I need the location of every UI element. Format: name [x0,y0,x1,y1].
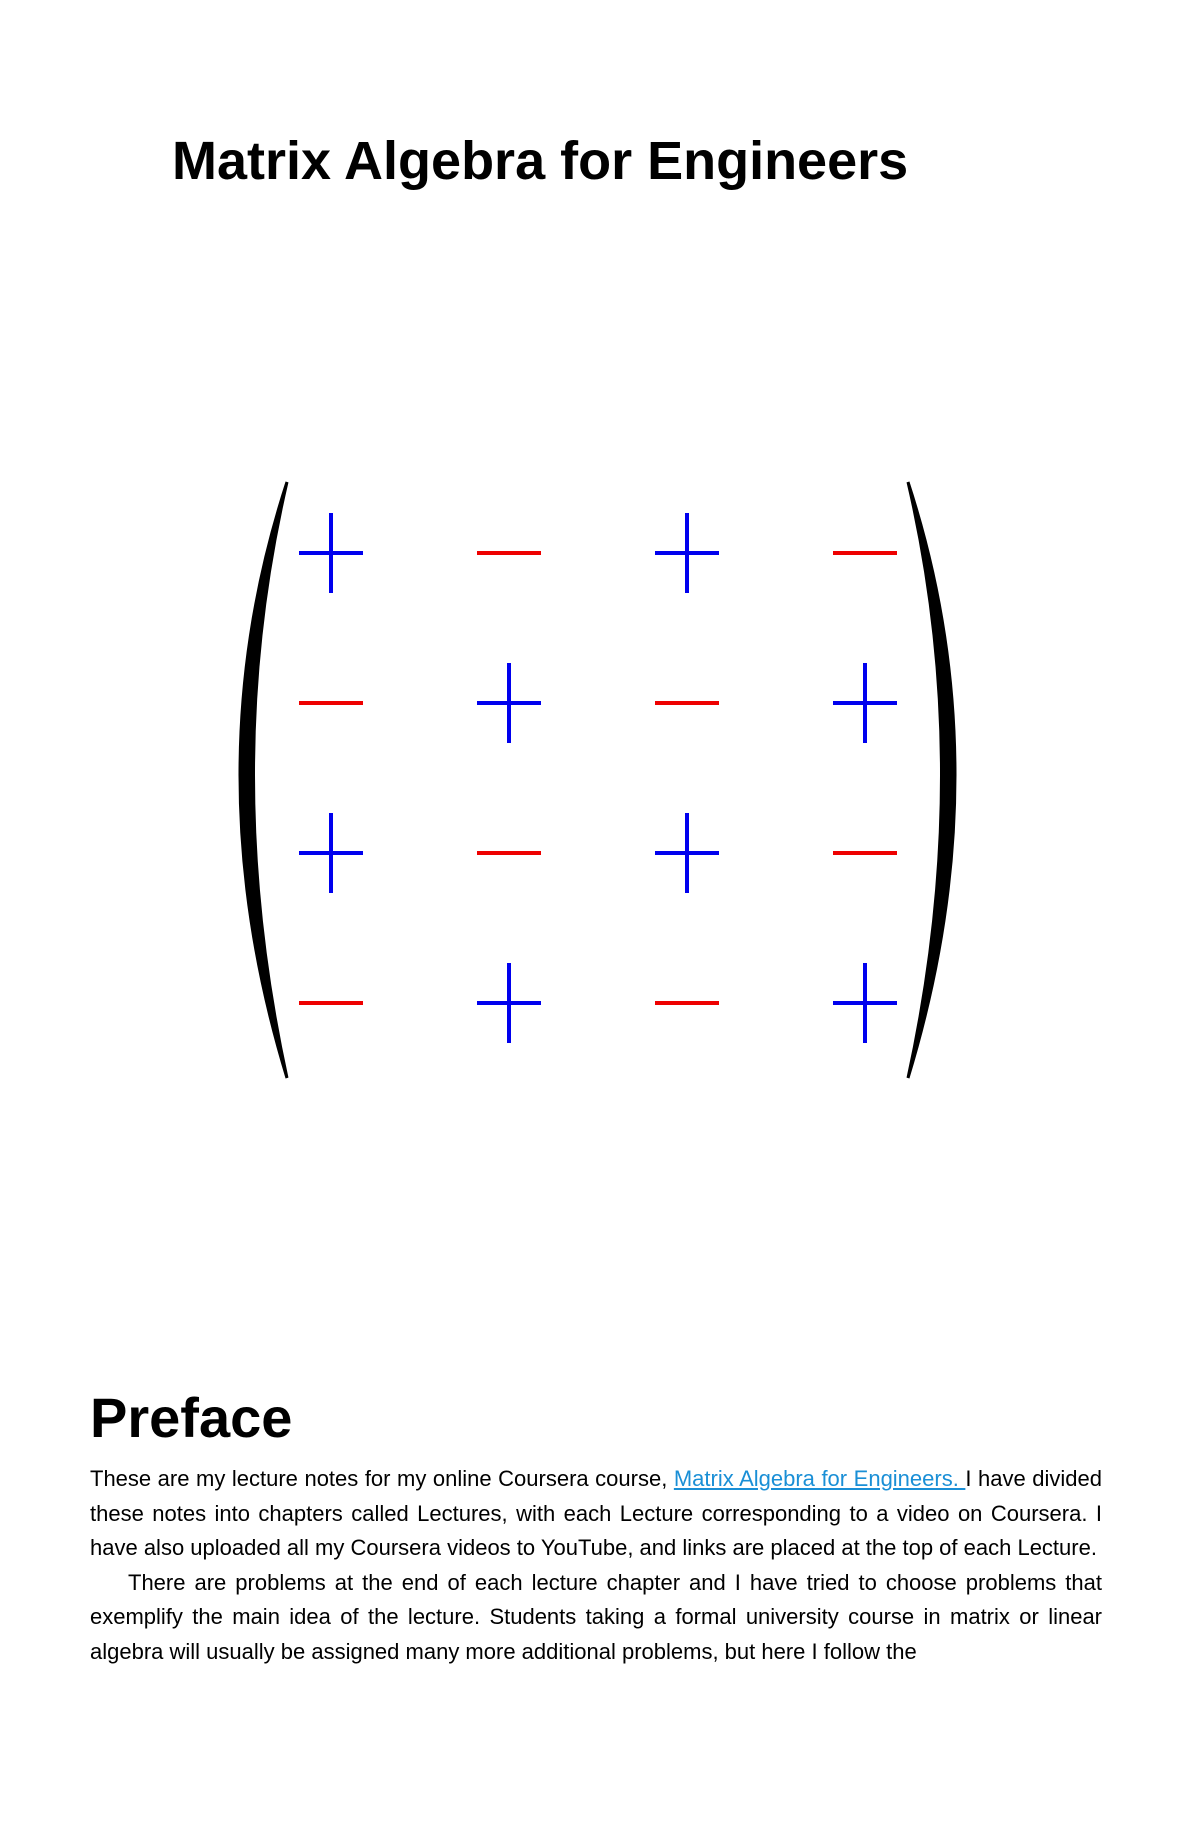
plus-sign [477,963,541,1043]
plus-sign [655,813,719,893]
preface-paragraph-1-intro: These are my lecture notes for my online Coursera course, [90,1466,674,1491]
sign-cells [299,513,897,1043]
preface-paragraph-1-rest: I have divided these notes into chapters called Lectures, with each Lecture corresponding to a video on Coursera. I have also uploaded all my Coursera videos to YouTube, and links are placed at the top of each Lecture. [90,1466,1102,1560]
preface-paragraph-2: There are problems at the end of each lecture chapter and I have tried to choose problems that exemplify the main idea of the lecture. Students taking a formal university course in matrix or linear algebra will usually be assigned many more additional problems, but here I follow the [90,1569,1102,1664]
left-parenthesis [240,482,287,1078]
plus-sign [655,513,719,593]
preface-body [90,1462,1102,1669]
right-parenthesis [908,482,955,1078]
plus-sign [299,513,363,593]
plus-sign [833,663,897,743]
plus-sign [299,813,363,893]
plus-sign [833,963,897,1043]
preface-heading: Preface [90,1386,293,1449]
preface-paragraph-1 [90,1462,1102,1566]
plus-sign [477,663,541,743]
document-title: Matrix Algebra for Engineers [172,131,909,191]
course-link[interactable]: Matrix Algebra for Engineers. [673,1466,966,1491]
